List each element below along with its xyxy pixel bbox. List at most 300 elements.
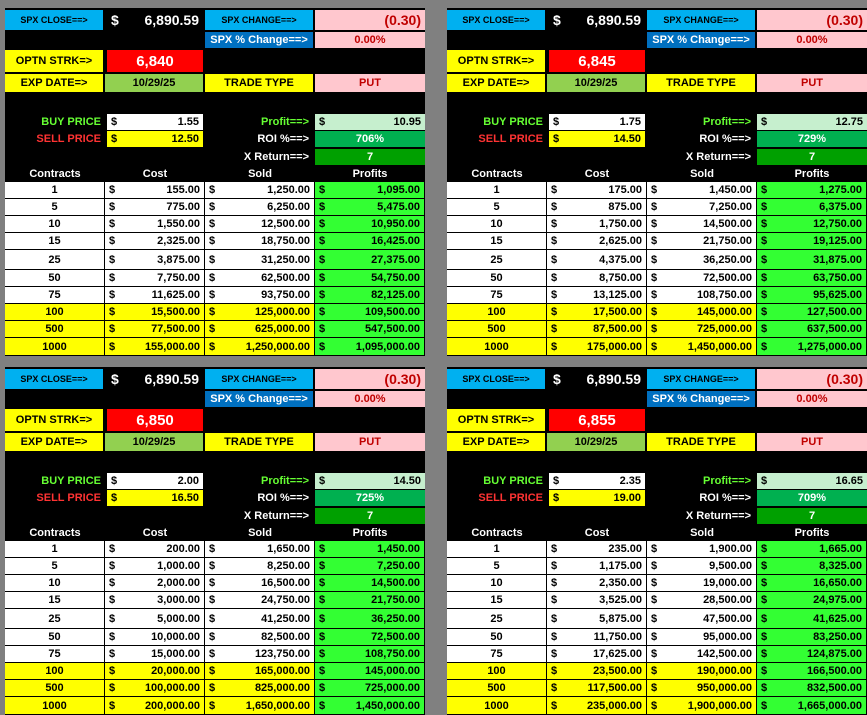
sold-cell[interactable] — [647, 182, 757, 199]
x-return[interactable]: 7 — [757, 508, 867, 524]
dollar-sign: $ — [319, 116, 326, 128]
cost-cell[interactable] — [547, 629, 647, 646]
table-row — [447, 575, 867, 592]
contracts-cell[interactable]: 10 — [5, 575, 105, 592]
cost-cell[interactable] — [105, 321, 205, 338]
buy-price[interactable] — [107, 114, 203, 130]
contracts-cell[interactable]: 1000 — [5, 338, 105, 356]
contracts-cell[interactable]: 100 — [5, 304, 105, 321]
cost-cell[interactable] — [547, 250, 647, 270]
profit-cell[interactable] — [315, 233, 425, 250]
profit-cell-value: 24,975.00 — [813, 594, 862, 606]
profit-cell[interactable] — [757, 304, 867, 321]
trade-type[interactable]: PUT — [315, 433, 425, 451]
profit-cell[interactable] — [757, 680, 867, 697]
dollar-sign: $ — [551, 577, 558, 589]
dollar-sign: $ — [109, 612, 116, 625]
spx-close-value: 6,890.59 — [144, 371, 199, 387]
cost-cell[interactable] — [105, 233, 205, 250]
dollar-sign: $ — [319, 543, 326, 555]
spx-close-label: SPX CLOSE==> — [5, 10, 103, 30]
sold-cell[interactable] — [205, 250, 315, 270]
contracts-cell[interactable]: 1 — [5, 541, 105, 558]
x-return[interactable]: 7 — [757, 149, 867, 165]
dollar-sign: $ — [761, 594, 768, 606]
contracts-cell[interactable]: 500 — [447, 680, 547, 697]
contracts-cell[interactable]: 50 — [447, 629, 547, 646]
dollar-sign: $ — [319, 235, 326, 247]
contracts-cell[interactable]: 1 — [447, 182, 547, 199]
spx-change[interactable]: (0.30) — [757, 10, 867, 30]
sold-cell[interactable] — [647, 321, 757, 338]
table-row — [447, 629, 867, 646]
spx-close[interactable] — [549, 10, 645, 30]
profit-cell[interactable] — [757, 697, 867, 715]
profit[interactable] — [315, 473, 425, 489]
profit-cell[interactable] — [315, 646, 425, 663]
cost-cell[interactable] — [105, 250, 205, 270]
spx-pct-change[interactable]: 0.00% — [315, 391, 425, 407]
cost-cell[interactable] — [547, 270, 647, 287]
cost-cell[interactable] — [105, 182, 205, 199]
contracts-cell[interactable]: 25 — [447, 609, 547, 629]
cost-cell[interactable] — [105, 558, 205, 575]
dollar-sign: $ — [553, 371, 561, 387]
profit-cell-value: 41,625.00 — [813, 612, 862, 625]
cost-cell-value: 13,125.00 — [593, 289, 642, 301]
dollar-sign: $ — [319, 272, 326, 284]
dollar-sign: $ — [209, 272, 216, 284]
contracts-cell[interactable]: 75 — [5, 646, 105, 663]
profit-cell[interactable] — [757, 250, 867, 270]
sold-cell[interactable] — [205, 338, 315, 356]
sold-cell[interactable] — [647, 270, 757, 287]
profit-cell[interactable] — [757, 541, 867, 558]
profit-cell[interactable] — [315, 216, 425, 233]
sold-cell[interactable] — [647, 609, 757, 629]
profit-cell[interactable] — [757, 233, 867, 250]
trade-type[interactable]: PUT — [757, 433, 867, 451]
sold-cell[interactable] — [205, 663, 315, 680]
dollar-sign: $ — [551, 218, 558, 230]
table-row — [5, 697, 425, 715]
contracts-cell[interactable]: 1000 — [447, 697, 547, 715]
sold-cell[interactable] — [647, 680, 757, 697]
dollar-sign: $ — [551, 699, 558, 712]
sold-cell[interactable] — [647, 663, 757, 680]
buy-price-value: 2.35 — [619, 475, 641, 487]
cost-cell[interactable] — [105, 629, 205, 646]
table-row — [447, 680, 867, 697]
sold-cell[interactable] — [205, 270, 315, 287]
roi[interactable]: 725% — [315, 490, 425, 506]
profit-cell[interactable] — [757, 182, 867, 199]
table-row — [447, 270, 867, 287]
profit-cell[interactable] — [315, 592, 425, 609]
dollar-sign: $ — [109, 648, 116, 660]
cost-cell-value: 200,000.00 — [144, 699, 200, 712]
sold-cell[interactable] — [205, 304, 315, 321]
exp-date[interactable]: 10/29/25 — [105, 433, 203, 451]
cost-cell[interactable] — [547, 304, 647, 321]
profit-cell[interactable] — [315, 304, 425, 321]
profit-cell[interactable] — [315, 199, 425, 216]
x-return-label: X Return==> — [647, 149, 755, 165]
sold-cell[interactable] — [647, 338, 757, 356]
dollar-sign: $ — [319, 253, 326, 266]
dollar-sign: $ — [761, 665, 768, 677]
contracts-cell[interactable]: 5 — [5, 558, 105, 575]
sold-cell[interactable] — [647, 233, 757, 250]
contracts-cell[interactable]: 75 — [447, 646, 547, 663]
spx-pct-change[interactable]: 0.00% — [757, 391, 867, 407]
profit-cell[interactable] — [315, 558, 425, 575]
buy-price[interactable] — [107, 473, 203, 489]
profit-cell-value: 1,095,000.00 — [355, 340, 420, 353]
profit-cell[interactable] — [757, 646, 867, 663]
sold-cell[interactable] — [647, 216, 757, 233]
buy-price[interactable] — [549, 114, 645, 130]
sold-cell[interactable] — [205, 216, 315, 233]
cost-cell-value: 3,525.00 — [599, 594, 642, 606]
contracts-cell[interactable]: 15 — [5, 233, 105, 250]
contracts-cell[interactable]: 100 — [447, 663, 547, 680]
cost-cell[interactable] — [547, 321, 647, 338]
profit[interactable] — [757, 473, 867, 489]
sold-cell[interactable] — [647, 199, 757, 216]
dollar-sign: $ — [109, 289, 116, 301]
exp-date-label: EXP DATE=> — [447, 74, 545, 92]
sold-cell[interactable] — [205, 609, 315, 629]
dollar-sign: $ — [761, 116, 768, 128]
profit-cell[interactable] — [315, 609, 425, 629]
sold-cell-value: 21,750.00 — [703, 235, 752, 247]
spx-close[interactable] — [107, 10, 203, 30]
optn-strike[interactable]: 6,840 — [107, 50, 203, 72]
profit-value: 12.75 — [835, 116, 863, 128]
profit-cell[interactable] — [757, 629, 867, 646]
dollar-sign: $ — [651, 665, 658, 677]
sold-cell[interactable] — [205, 541, 315, 558]
sold-cell[interactable] — [205, 592, 315, 609]
col-profits: Profits — [315, 167, 425, 181]
sold-cell[interactable] — [205, 233, 315, 250]
cost-cell[interactable] — [547, 680, 647, 697]
cost-cell-value: 17,500.00 — [593, 306, 642, 318]
dollar-sign: $ — [651, 253, 658, 266]
roi[interactable]: 709% — [757, 490, 867, 506]
contracts-cell[interactable]: 500 — [447, 321, 547, 338]
profit-cell[interactable] — [315, 270, 425, 287]
dollar-sign: $ — [761, 253, 768, 266]
sold-cell[interactable] — [647, 629, 757, 646]
contracts-cell[interactable]: 50 — [447, 270, 547, 287]
optn-strike-label: OPTN STRK=> — [5, 409, 103, 431]
cost-cell[interactable] — [547, 609, 647, 629]
sold-cell[interactable] — [205, 182, 315, 199]
sold-cell-value: 19,000.00 — [703, 577, 752, 589]
exp-date[interactable]: 10/29/25 — [105, 74, 203, 92]
contracts-cell[interactable]: 50 — [5, 270, 105, 287]
profit-cell[interactable] — [315, 182, 425, 199]
cost-cell-value: 8,750.00 — [599, 272, 642, 284]
sold-cell-value: 72,500.00 — [703, 272, 752, 284]
cost-cell[interactable] — [547, 199, 647, 216]
profit-cell[interactable] — [757, 592, 867, 609]
sold-cell[interactable] — [205, 697, 315, 715]
profit-cell[interactable] — [315, 287, 425, 304]
cost-cell[interactable] — [105, 575, 205, 592]
cost-cell[interactable] — [105, 541, 205, 558]
spx-pct-change[interactable]: 0.00% — [757, 32, 867, 48]
contracts-cell[interactable]: 1000 — [5, 697, 105, 715]
contracts-cell[interactable]: 1 — [447, 541, 547, 558]
col-contracts: Contracts — [447, 167, 547, 181]
contracts-cell[interactable]: 25 — [5, 609, 105, 629]
profit-label: Profit==> — [205, 473, 313, 489]
contracts-cell[interactable]: 5 — [447, 199, 547, 216]
profit-cell[interactable] — [757, 287, 867, 304]
profit-cell-value: 1,450,000.00 — [355, 699, 420, 712]
profit-cell[interactable] — [315, 629, 425, 646]
dollar-sign: $ — [109, 235, 116, 247]
dollar-sign: $ — [319, 665, 326, 677]
cost-cell[interactable] — [105, 646, 205, 663]
profit-cell[interactable] — [315, 575, 425, 592]
cost-cell[interactable] — [105, 216, 205, 233]
profit-cell[interactable] — [757, 216, 867, 233]
cost-cell[interactable] — [105, 304, 205, 321]
sold-cell-value: 62,500.00 — [261, 272, 310, 284]
profit-cell[interactable] — [315, 321, 425, 338]
trade-type-label: TRADE TYPE — [205, 74, 313, 92]
contracts-cell[interactable]: 100 — [5, 663, 105, 680]
dollar-sign: $ — [651, 323, 658, 335]
trade-type[interactable]: PUT — [315, 74, 425, 92]
col-sold: Sold — [205, 526, 315, 540]
profit-cell[interactable] — [315, 697, 425, 715]
profit-cell[interactable] — [315, 541, 425, 558]
col-sold: Sold — [205, 167, 315, 181]
dollar-sign: $ — [319, 682, 326, 694]
roi-label: ROI %==> — [205, 490, 313, 506]
dollar-sign: $ — [319, 594, 326, 606]
roi[interactable]: 706% — [315, 131, 425, 147]
dollar-sign: $ — [319, 289, 326, 301]
contracts-cell[interactable]: 5 — [447, 558, 547, 575]
sold-cell[interactable] — [647, 541, 757, 558]
dollar-sign: $ — [209, 184, 216, 196]
dollar-sign: $ — [761, 306, 768, 318]
buy-price-label: BUY PRICE — [447, 473, 547, 489]
optn-strike[interactable]: 6,850 — [107, 409, 203, 431]
dollar-sign: $ — [111, 475, 118, 487]
profit-cell[interactable] — [757, 558, 867, 575]
roi[interactable]: 729% — [757, 131, 867, 147]
spx-change[interactable]: (0.30) — [315, 10, 425, 30]
spx-change[interactable]: (0.30) — [757, 369, 867, 389]
profit[interactable] — [315, 114, 425, 130]
sold-cell[interactable] — [205, 321, 315, 338]
contracts-cell[interactable]: 25 — [447, 250, 547, 270]
sold-cell[interactable] — [205, 558, 315, 575]
sold-cell[interactable] — [205, 680, 315, 697]
contracts-cell[interactable]: 10 — [447, 575, 547, 592]
dollar-sign: $ — [551, 682, 558, 694]
cost-cell[interactable] — [105, 270, 205, 287]
sold-cell[interactable] — [647, 287, 757, 304]
table-row — [447, 233, 867, 250]
dollar-sign: $ — [551, 594, 558, 606]
table-row — [447, 304, 867, 321]
optn-strike[interactable]: 6,855 — [549, 409, 645, 431]
table-row — [5, 321, 425, 338]
cost-cell[interactable] — [547, 558, 647, 575]
cost-cell-value: 2,350.00 — [599, 577, 642, 589]
trade-type[interactable]: PUT — [757, 74, 867, 92]
contracts-cell[interactable]: 15 — [447, 592, 547, 609]
profit-cell[interactable] — [757, 321, 867, 338]
sold-cell[interactable] — [205, 629, 315, 646]
cost-cell[interactable] — [547, 338, 647, 356]
dollar-sign: $ — [551, 340, 558, 353]
x-return-label: X Return==> — [205, 508, 313, 524]
cost-cell-value: 235.00 — [608, 543, 642, 555]
contracts-cell[interactable]: 1 — [5, 182, 105, 199]
exp-date[interactable]: 10/29/25 — [547, 74, 645, 92]
cost-cell[interactable] — [105, 663, 205, 680]
profit-cell[interactable] — [315, 663, 425, 680]
sell-price[interactable] — [549, 490, 645, 506]
contracts-cell[interactable]: 100 — [447, 304, 547, 321]
dollar-sign: $ — [209, 289, 216, 301]
cost-cell[interactable] — [547, 592, 647, 609]
sold-cell[interactable] — [647, 646, 757, 663]
cost-cell[interactable] — [105, 338, 205, 356]
cost-cell[interactable] — [547, 216, 647, 233]
contracts-cell[interactable]: 50 — [5, 629, 105, 646]
contracts-cell[interactable]: 10 — [5, 216, 105, 233]
sell-price[interactable] — [107, 131, 203, 147]
cost-cell[interactable] — [547, 233, 647, 250]
spx-close-label: SPX CLOSE==> — [447, 369, 545, 389]
profit-cell[interactable] — [757, 199, 867, 216]
sell-price[interactable] — [107, 490, 203, 506]
profit-cell-value: 72,500.00 — [371, 631, 420, 643]
cost-cell[interactable] — [547, 541, 647, 558]
cost-cell[interactable] — [105, 609, 205, 629]
sold-cell[interactable] — [647, 558, 757, 575]
cost-cell[interactable] — [105, 680, 205, 697]
cost-cell[interactable] — [547, 663, 647, 680]
sold-cell[interactable] — [647, 592, 757, 609]
sold-cell[interactable] — [647, 697, 757, 715]
profit-cell-value: 145,000.00 — [364, 665, 420, 677]
profit-cell[interactable] — [757, 338, 867, 356]
profit-cell[interactable] — [315, 680, 425, 697]
contracts-cell[interactable]: 75 — [447, 287, 547, 304]
spx-pct-change-label: SPX % Change==> — [647, 32, 755, 48]
sell-price[interactable] — [549, 131, 645, 147]
profit-cell[interactable] — [757, 663, 867, 680]
profit-cell-value: 109,500.00 — [364, 306, 420, 318]
table-row — [5, 270, 425, 287]
sell-price-label: SELL PRICE — [447, 131, 547, 147]
dollar-sign: $ — [761, 699, 768, 712]
col-contracts: Contracts — [447, 526, 547, 540]
cost-cell[interactable] — [547, 646, 647, 663]
exp-date[interactable]: 10/29/25 — [547, 433, 645, 451]
x-return[interactable]: 7 — [315, 149, 425, 165]
dollar-sign: $ — [209, 235, 216, 247]
cost-cell[interactable] — [105, 697, 205, 715]
spx-close[interactable] — [549, 369, 645, 389]
sold-cell[interactable] — [647, 304, 757, 321]
contracts-cell[interactable]: 25 — [5, 250, 105, 270]
dollar-sign: $ — [209, 699, 216, 712]
sold-cell[interactable] — [205, 199, 315, 216]
dollar-sign: $ — [551, 289, 558, 301]
profit-value: 16.65 — [835, 475, 863, 487]
cost-cell[interactable] — [105, 287, 205, 304]
profit-cell[interactable] — [315, 338, 425, 356]
cost-cell[interactable] — [547, 575, 647, 592]
dollar-sign: $ — [651, 682, 658, 694]
spx-change[interactable]: (0.30) — [315, 369, 425, 389]
exp-date-label: EXP DATE=> — [5, 74, 103, 92]
contracts-cell[interactable]: 1000 — [447, 338, 547, 356]
cost-cell[interactable] — [547, 182, 647, 199]
optn-strike-label: OPTN STRK=> — [5, 50, 103, 72]
contracts-cell[interactable]: 10 — [447, 216, 547, 233]
profit-cell[interactable] — [757, 609, 867, 629]
sold-cell[interactable] — [205, 646, 315, 663]
contracts-cell[interactable]: 500 — [5, 680, 105, 697]
spx-pct-change[interactable]: 0.00% — [315, 32, 425, 48]
profit-cell[interactable] — [757, 270, 867, 287]
optn-strike[interactable]: 6,845 — [549, 50, 645, 72]
contracts-cell[interactable]: 75 — [5, 287, 105, 304]
profit[interactable] — [757, 114, 867, 130]
profit-cell[interactable] — [757, 575, 867, 592]
cost-cell[interactable] — [547, 697, 647, 715]
profit-cell-value: 16,425.00 — [371, 235, 420, 247]
contracts-cell[interactable]: 15 — [447, 233, 547, 250]
sell-price-value: 19.00 — [613, 492, 641, 504]
sold-cell[interactable] — [647, 575, 757, 592]
dollar-sign: $ — [651, 306, 658, 318]
sold-cell[interactable] — [205, 575, 315, 592]
table-row — [447, 592, 867, 609]
buy-price[interactable] — [549, 473, 645, 489]
contracts-cell[interactable]: 15 — [5, 592, 105, 609]
profit-cell-value: 637,500.00 — [806, 323, 862, 335]
sold-cell-value: 36,250.00 — [703, 253, 752, 266]
sold-cell[interactable] — [205, 287, 315, 304]
contracts-cell[interactable]: 5 — [5, 199, 105, 216]
cost-cell[interactable] — [105, 592, 205, 609]
dollar-sign: $ — [209, 631, 216, 643]
cost-cell-value: 2,325.00 — [157, 235, 200, 247]
contracts-cell[interactable]: 500 — [5, 321, 105, 338]
sold-cell[interactable] — [647, 250, 757, 270]
cost-cell[interactable] — [547, 287, 647, 304]
profit-cell[interactable] — [315, 250, 425, 270]
cost-cell[interactable] — [105, 199, 205, 216]
spx-close[interactable] — [107, 369, 203, 389]
x-return[interactable]: 7 — [315, 508, 425, 524]
dollar-sign: $ — [111, 133, 118, 145]
